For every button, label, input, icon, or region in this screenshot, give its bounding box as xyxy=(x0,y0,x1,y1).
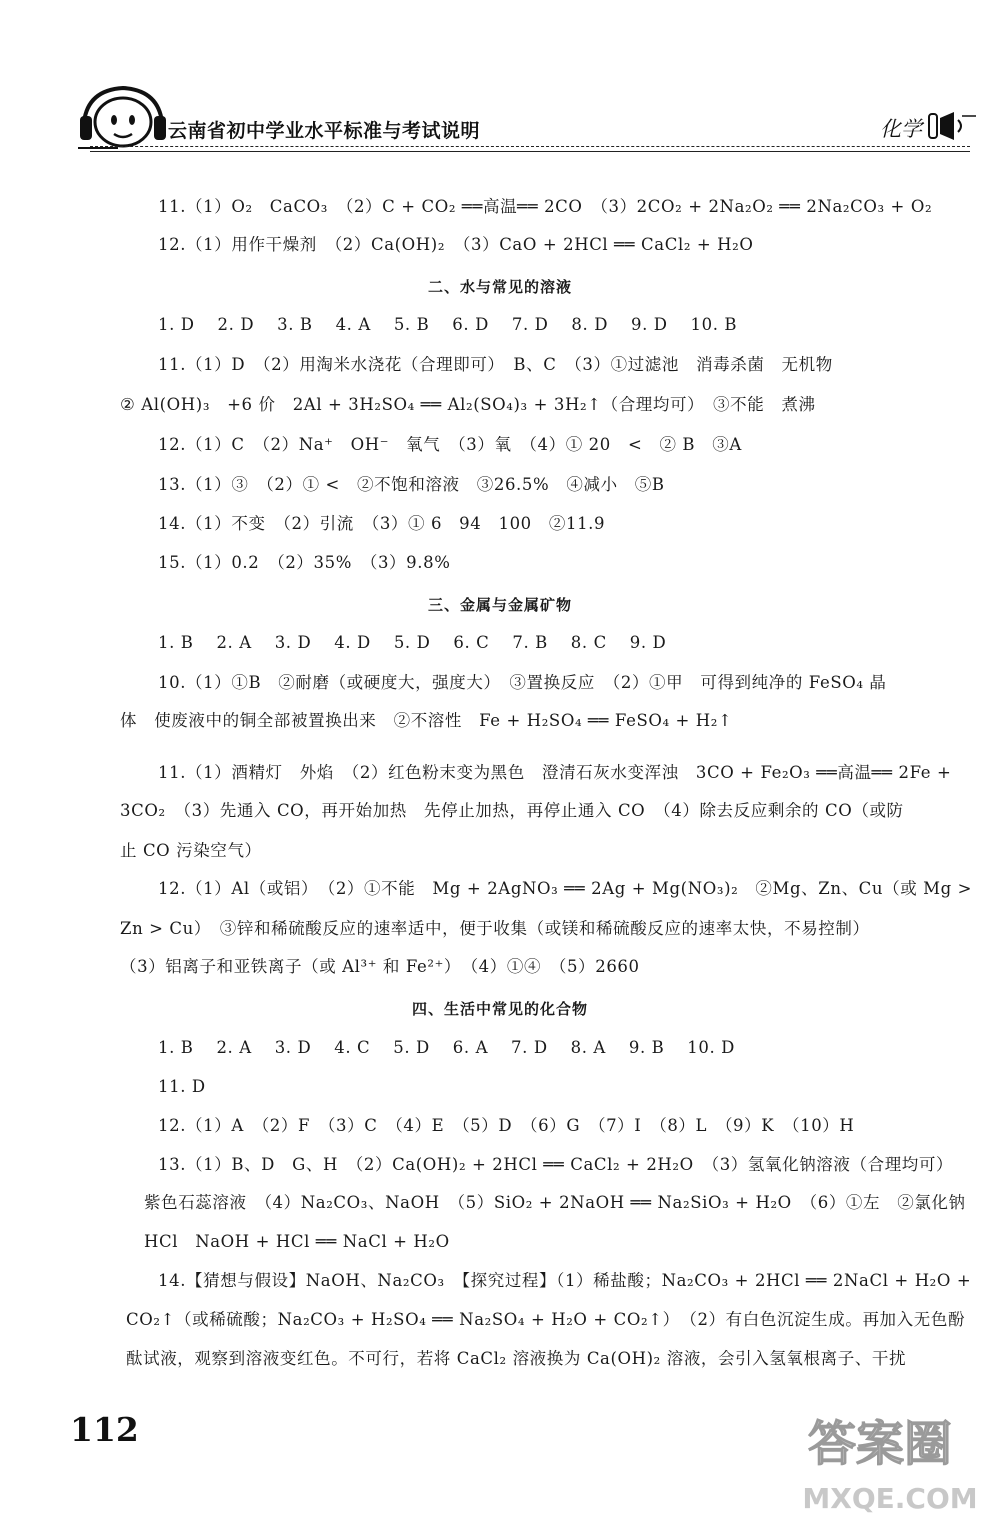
section-title: 三、金属与金属矿物 xyxy=(427,596,572,614)
answer-line: 11.（1）酒精灯 外焰 （2）红色粉末变为黑色 澄清石灰水变浑浊 3CO + Fe₂O₃ ══高温══ 2Fe + xyxy=(158,763,952,782)
answer-line: 1. B 2. A 3. D 4. D 5. D 6. C 7. B 8. C 9. D xyxy=(158,633,667,652)
answer-line: 12.（1）Al（或铝） （2）①不能 Mg + 2AgNO₃ ══ 2Ag + Mg(NO₃)₂ ②Mg、Zn、Cu（或 Mg > xyxy=(158,879,973,898)
answer-line: 15.（1）0.2 （2）35% （3）9.8% xyxy=(158,553,451,572)
answer-line: 13.（1）B、D G、H （2）Ca(OH)₂ + 2HCl ══ CaCl₂ + 2H₂O （3）氢氧化钠溶液（合理均可） xyxy=(158,1155,954,1174)
answer-line: 1. B 2. A 3. D 4. C 5. D 6. A 7. D 8. A 9. B 10. D xyxy=(158,1038,736,1057)
answer-line: 14.（1）不变 （2）引流 （3）① 6 94 100 ②11.9 xyxy=(158,514,606,533)
answer-line: 12.（1）C （2）Na⁺ OH⁻ 氧气 （3）氧 （4）① 20 < ② B ③A xyxy=(158,435,742,454)
site-watermark xyxy=(770,1400,1000,1517)
subject-label: 化学 xyxy=(880,117,922,141)
answer-line: Zn > Cu） ③锌和稀硫酸反应的速率适中，便于收集（或镁和稀硫酸反应的速率太快，不易控制） xyxy=(120,919,870,938)
answer-line: 11.（1）D （2）用淘米水浇花（合理即可） B、C （3）①过滤池 消毒杀菌 无机物 xyxy=(158,355,833,374)
answer-line: 14.【猜想与假设】NaOH、Na₂CO₃ 【探究过程】（1）稀盐酸；Na₂CO₃ + 2HCl ══ 2NaCl + H₂O + xyxy=(158,1271,972,1290)
answer-line: 12.（1）A （2）F （3）C （4）E （5）D （6）G （7）I （8）L （9）K （10）H xyxy=(158,1116,855,1135)
answer-line: 11. D xyxy=(158,1077,206,1096)
answer-line: ② Al(OH)₃ +6 价 2Al + 3H₂SO₄ ══ Al₂(SO₄)₃ + 3H₂↑（合理均可） ③不能 煮沸 xyxy=(120,395,816,414)
answer-line: 13.（1）③ （2）① < ②不饱和溶液 ③26.5% ④减小 ⑤B xyxy=(158,475,665,494)
book-title: 云南省初中学业水平标准与考试说明 xyxy=(168,120,481,142)
answer-line: 酞试液，观察到溶液变红色。不可行，若将 CaCl₂ 溶液换为 Ca(OH)₂ 溶液，会引入氢氧根离子、干扰 xyxy=(126,1349,907,1368)
answer-line: 1. D 2. D 3. B 4. A 5. B 6. D 7. D 8. D 9. D 10. B xyxy=(158,315,738,334)
answer-line: 10.（1）①B ②耐磨（或硬度大，强度大） ③置换反应 （2）①甲 可得到纯净的 FeSO₄ 晶 xyxy=(158,673,887,692)
answer-line: 3CO₂ （3）先通入 CO，再开始加热 先停止加热，再停止通入 CO （4）除去反应剩余的 CO（或防 xyxy=(120,801,904,820)
answer-line: 紫色石蕊溶液 （4）Na₂CO₃、NaOH （5）SiO₂ + 2NaOH ══ Na₂SiO₃ + H₂O （6）①左 ②氯化钠 xyxy=(144,1193,966,1212)
watermark-url: MXQE.COM xyxy=(802,1482,978,1515)
page-number: 112 xyxy=(70,1410,139,1449)
answer-line: 11.（1）O₂ CaCO₃ （2）C + CO₂ ══高温══ 2CO （3）2CO₂ + 2Na₂O₂ ══ 2Na₂CO₃ + O₂ xyxy=(158,197,933,216)
section-title: 二、水与常见的溶液 xyxy=(427,278,572,296)
answer-line: CO₂↑（或稀硫酸；Na₂CO₃ + H₂SO₄ ══ Na₂SO₄ + H₂O + CO₂↑） （2）有白色沉淀生成。再加入无色酚 xyxy=(126,1310,966,1329)
answer-line: 止 CO 污染空气） xyxy=(120,841,262,860)
answer-line: 体 使废液中的铜全部被置换出来 ②不溶性 Fe + H₂SO₄ ══ FeSO₄ + H₂↑ xyxy=(120,711,733,730)
answer-line: （3）铝离子和亚铁离子（或 Al³⁺ 和 Fe²⁺） （4）①④ （5）2660 xyxy=(120,957,640,976)
answer-line: 12.（1）用作干燥剂 （2）Ca(OH)₂ （3）CaO + 2HCl ══ CaCl₂ + H₂O xyxy=(158,235,754,254)
section-title: 四、生活中常见的化合物 xyxy=(411,1000,588,1018)
answer-line: HCl NaOH + HCl ══ NaCl + H₂O xyxy=(144,1232,450,1251)
watermark-text: 答案圈 xyxy=(807,1416,953,1472)
